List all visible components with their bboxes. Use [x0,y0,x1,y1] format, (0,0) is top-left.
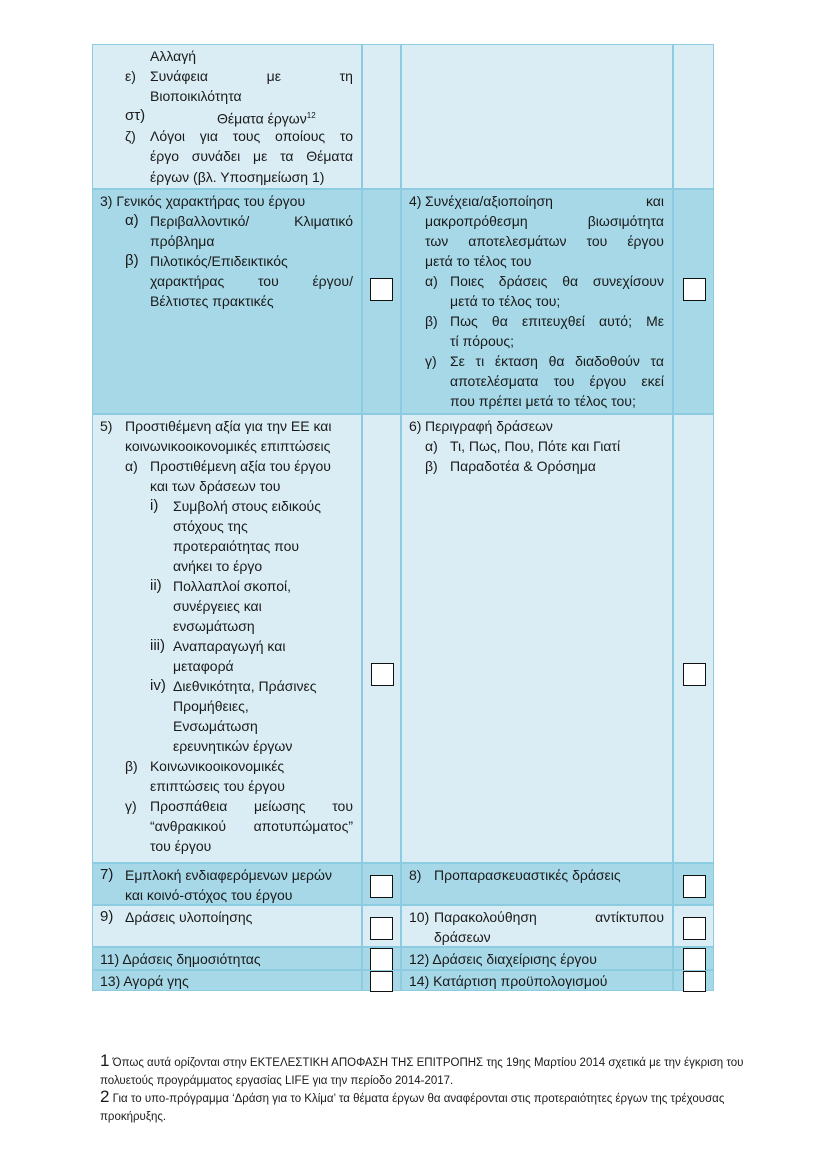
item-marker: ε) [125,68,136,84]
text-line: ενσωμάτωση [173,618,255,634]
item-marker: β) [425,458,438,474]
checkbox-cell [673,863,714,905]
item-marker: γ) [125,798,137,814]
text-line: και κοινό-στόχος του έργου [125,887,293,903]
item-heading: 3) Γενικός χαρακτήρας του έργου [100,193,306,209]
text-line: Θέματα έργων$^{12}$ [217,110,316,127]
justified-line: Περιβαλλοντικό/ Κλιματικό [150,213,353,229]
checkbox[interactable] [683,278,706,301]
justified-line: μακροπρόθεσμη βιωσιμότητα [425,213,664,229]
checkbox[interactable] [371,663,394,686]
text-line: Παραδοτέα & Ορόσημα [450,458,596,474]
footnote-1: 1 Όπως αυτά ορίζονται στην ΕΚΤΕΛΕΣΤΙΚΗ ΑΠΟΦΑΣΗ ΤΗΣ ΕΠΙΤΡΟΠΗΣ της 19ης Μαρτίου 2014 σχετικά με την έγκριση του [100,1051,744,1070]
criteria-cell [92,414,362,863]
justified-line: χαρακτήρας του έργου/ [150,273,353,289]
text-line: δράσεων [434,929,491,945]
item-marker: β) [425,313,438,329]
item-marker: α) [125,458,138,474]
item-marker: β) [125,252,139,269]
text-line: που πρέπει μετά το τέλος του; [450,393,636,409]
item-number: 4) [409,193,422,209]
text-line: μετά το τέλος του; [450,293,561,309]
criteria-cell [401,44,673,189]
justified-line: Συνάφεια με τη [150,68,353,84]
checkbox[interactable] [370,917,393,940]
checkbox-cell [362,414,401,863]
item-marker: iv) [150,677,166,694]
text-line: Αλλαγή [150,48,197,64]
criteria-cell [401,905,673,947]
text-line: Δράσεις υλοποίησης [125,909,253,925]
checkbox[interactable] [683,663,706,686]
criteria-cell [92,947,362,970]
checkbox[interactable] [683,971,706,992]
item-marker: α) [425,273,438,289]
text-line: Ενσωμάτωση [173,718,258,734]
item-marker: i) [150,497,159,514]
text-line: στόχους της [173,518,248,534]
footnote-number: 1 [100,1051,110,1070]
checkbox[interactable] [370,875,393,898]
text-line: 12) Δράσεις διαχείρισης έργου [409,951,597,967]
justified-line: Συνέχεια/αξιοποίηση και [425,193,664,209]
text-line: ερευνητικών έργων [173,738,293,754]
table-row [92,947,714,970]
table-row [92,905,714,947]
checkbox[interactable] [683,948,706,971]
item-number: 5) [100,418,113,434]
text-line: Βέλτιστες πρακτικές [150,293,274,309]
footnote-1-cont: πολυετούς προγράμματος εργασίας LIFE για την περίοδο 2014-2017. [100,1075,454,1087]
checkbox[interactable] [683,875,706,898]
justified-line: αποτελέσματα του έργου εκεί [450,373,664,389]
text-line: επιπτώσεις του έργου [150,778,285,794]
text-line: Πολλαπλοί σκοποί, [173,578,292,594]
text-line: ανήκει το έργο [173,558,263,574]
text-line: Πιλοτικός/Επιδεικτικός [150,253,288,269]
checkbox-cell [362,44,401,189]
justified-line: έργο συνάδει με τα Θέματα [150,148,353,164]
criteria-cell [401,970,673,991]
checkbox-cell [673,44,714,189]
item-heading: Περιγραφή δράσεων [425,418,553,434]
text-line: Προμήθειες, [173,698,249,714]
item-number: 10) [409,909,430,925]
text-line: Βιοποικιλότητα [150,88,242,104]
text-line: Κοινωνικοοικονομικές [150,758,285,774]
text-line: 14) Κατάρτιση προϋπολογισμού [409,973,608,989]
criteria-cell [92,863,362,905]
checkbox-cell [362,863,401,905]
item-marker: γ) [425,353,437,369]
justified-line: Ποιες δράσεις θα συνεχίσουν [450,273,664,289]
footnote-2-cont: προκήρυξης. [100,1111,167,1123]
text-line: μεταφορά [173,658,234,674]
criteria-cell [92,44,362,189]
text-line: Προστιθέμενη αξία του έργου [150,458,331,474]
table-row [92,189,714,414]
text-line: Συμβολή στους ειδικούς [173,498,321,514]
text-line: 11) Δράσεις δημοσιότητας [100,951,261,967]
text-line: και των δράσεων του [150,478,281,494]
checkbox-cell [673,970,714,991]
checkbox-cell [673,947,714,970]
text-line: τί πόρους; [450,333,515,349]
checkbox-cell [673,905,714,947]
footnote-ref: 12 [306,111,316,120]
checkbox[interactable] [370,278,393,301]
justified-line: Σε τι έκταση θα διαδοθούν τα [450,353,664,369]
checkbox[interactable] [370,971,393,992]
justified-line: Πως θα επιτευχθεί αυτό; Με [450,313,664,329]
item-number: 6) [409,418,422,434]
checkbox-cell [362,905,401,947]
text-line: 13) Αγορά γης [100,973,189,989]
justified-line: Παρακολούθηση αντίκτυπου [434,909,664,925]
table-row [92,970,714,991]
item-marker: iii) [150,637,165,654]
checkbox-cell [673,414,714,863]
criteria-cell [401,414,673,863]
item-number: 9) [100,908,114,925]
criteria-cell [401,947,673,970]
text-line: Αναπαραγωγή και [173,638,286,654]
checkbox-cell [362,947,401,970]
justified-line: “ανθρακικού αποτυπώματος” [150,818,353,834]
item-marker: α) [425,438,438,454]
justified-line: Λόγοι για τους οποίους το [150,128,353,144]
footnote-2: 2 Για το υπο-πρόγραμμα ‘Δράση για το Κλίμα’ τα θέματα έργων θα αναφέρονται στις προτεραιότητες έργων της τρέχουσας [100,1087,725,1106]
criteria-cell [92,189,362,414]
text-line: Τι, Πως, Που, Πότε και Γιατί [450,438,621,454]
item-marker: α) [125,212,139,229]
item-marker: β) [125,758,138,774]
item-marker: ii) [150,577,162,594]
criteria-cell [401,863,673,905]
text-line: Προπαρασκευαστικές δράσεις [434,867,621,883]
text-line: Εμπλοκή ενδιαφερόμενων μερών [125,867,332,883]
criteria-cell [92,970,362,991]
checkbox-cell [362,970,401,991]
text-line: προτεραιότητας που [173,538,300,554]
text-line: Προστιθέμενη αξία για την ΕΕ και [125,418,332,434]
checkbox[interactable] [683,917,706,940]
text-line: συνέργειες και [173,598,262,614]
text-line: μετά το τέλος του [425,253,532,269]
text-line: Διεθνικότητα, Πράσινες [173,678,317,694]
criteria-cell [92,905,362,947]
table-row [92,863,714,905]
checkbox[interactable] [370,948,393,971]
criteria-cell [401,189,673,414]
footnote-number: 2 [100,1087,110,1106]
item-number: 8) [409,867,422,883]
table-row [92,44,714,189]
justified-line: των αποτελεσμάτων του έργου [425,233,664,249]
text-line: έργων (βλ. Υποσημείωση 1) [150,169,325,185]
item-marker: στ) [125,107,146,124]
checkbox-cell [673,189,714,414]
item-number: 7) [100,866,114,883]
justified-line: Προσπάθεια μείωσης του [150,798,353,814]
item-marker: ζ) [125,128,136,144]
table-row [92,414,714,863]
text-line: πρόβλημα [150,233,215,249]
text-line: κοινωνικοοικονομικές επιπτώσεις [125,438,331,454]
text-line: του έργου [150,838,212,854]
checkbox-cell [362,189,401,414]
